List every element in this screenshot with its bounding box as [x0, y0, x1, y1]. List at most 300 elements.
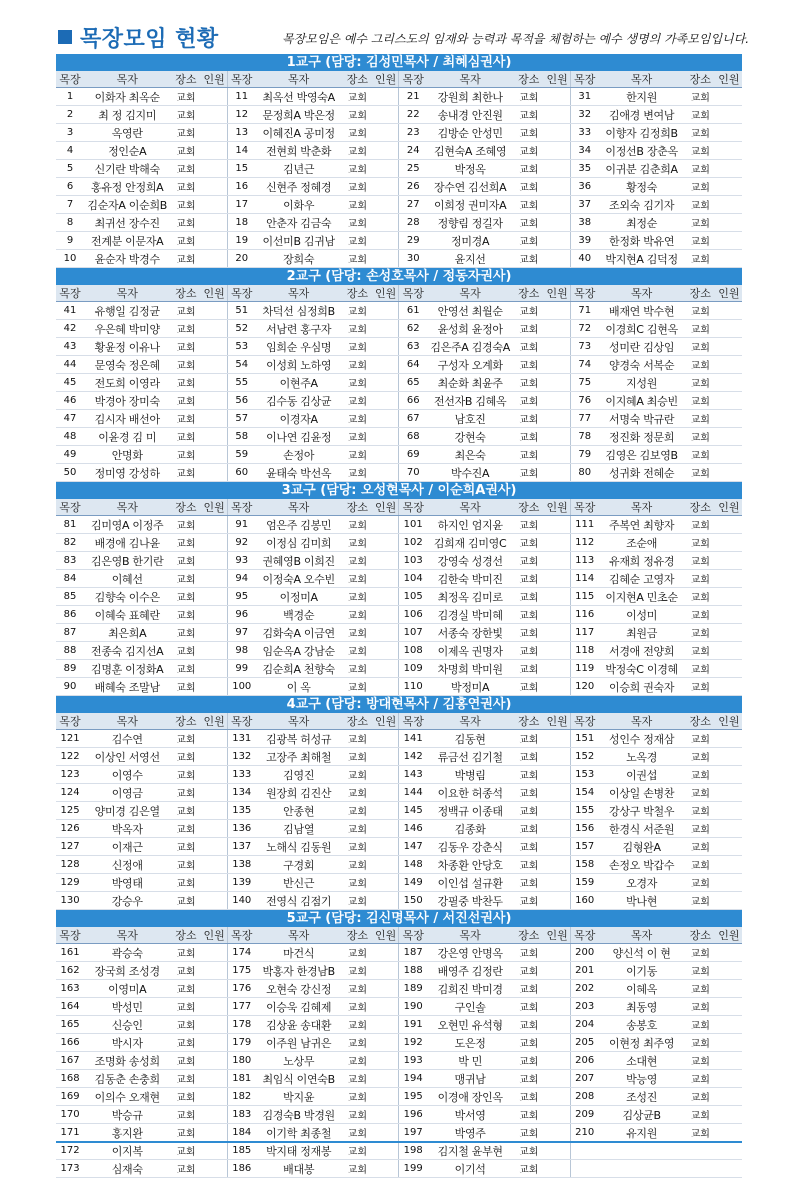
mokjang-number: 188: [399, 962, 427, 980]
member-count: [716, 802, 742, 820]
meeting-place: 교회: [685, 392, 716, 410]
mokjang-number: 165: [56, 1016, 84, 1034]
member-count: [716, 320, 742, 338]
mokjang-number: 152: [570, 748, 598, 766]
member-count: [544, 1106, 570, 1124]
mokjang-number: 185: [227, 1142, 255, 1160]
member-count: [373, 730, 399, 748]
member-count: [201, 980, 227, 998]
mokja-name: 오현민 유석형: [427, 1016, 513, 1034]
mokjang-number: 168: [56, 1070, 84, 1088]
mokjang-number: 50: [56, 464, 84, 482]
member-count: [544, 892, 570, 910]
mokja-name: 구경회: [256, 856, 342, 874]
mokjang-number: 77: [570, 410, 598, 428]
mokjang-number: 125: [56, 802, 84, 820]
mokjang-number: 142: [399, 748, 427, 766]
meeting-place: 교회: [170, 838, 201, 856]
meeting-place: 교회: [170, 1160, 201, 1178]
header-cell-place: 장소: [342, 927, 373, 944]
header-cell-name: 목자: [84, 71, 170, 88]
mokjang-number: 55: [227, 374, 255, 392]
mokjang-number: 17: [227, 196, 255, 214]
meeting-place: 교회: [513, 552, 544, 570]
member-count: [201, 428, 227, 446]
mokja-name: 이요한 허종석: [427, 784, 513, 802]
member-count: [716, 838, 742, 856]
mokja-name: 한경식 서준원: [598, 820, 684, 838]
mokja-name: 이인섭 설규환: [427, 874, 513, 892]
mokja-name: 김향숙 이수은: [84, 588, 170, 606]
district-table: [56, 499, 742, 696]
mokjang-number: 71: [570, 302, 598, 320]
mokjang-number: 207: [570, 1070, 598, 1088]
mokja-name: 유행일 김정균: [84, 302, 170, 320]
meeting-place: 교회: [342, 1142, 373, 1160]
mokjang-number: 98: [227, 642, 255, 660]
mokjang-number: 40: [570, 250, 598, 268]
header-cell-count: 인원: [716, 285, 742, 302]
meeting-place: 교회: [342, 88, 373, 106]
mokjang-number: 46: [56, 392, 84, 410]
member-count: [373, 232, 399, 250]
table-row: [56, 660, 742, 678]
meeting-place: 교회: [513, 980, 544, 998]
member-count: [373, 446, 399, 464]
member-count: [716, 766, 742, 784]
meeting-place: 교회: [170, 356, 201, 374]
member-count: [201, 624, 227, 642]
member-count: [373, 1034, 399, 1052]
member-count: [373, 88, 399, 106]
mokjang-number: 159: [570, 874, 598, 892]
member-count: [716, 642, 742, 660]
meeting-place: 교회: [513, 446, 544, 464]
member-count: [201, 892, 227, 910]
mokja-name: 김미영A 이정주: [84, 516, 170, 534]
member-count: [373, 392, 399, 410]
mokjang-number: 7: [56, 196, 84, 214]
mokja-name: 김상윤 송대환: [256, 1016, 342, 1034]
meeting-place: 교회: [170, 874, 201, 892]
mokjang-number: 140: [227, 892, 255, 910]
mokja-name: 이영수: [84, 766, 170, 784]
header-cell-num: 목장: [570, 285, 598, 302]
mokjang-number: 2: [56, 106, 84, 124]
meeting-place: 교회: [342, 998, 373, 1016]
header-cell-place: 장소: [170, 285, 201, 302]
meeting-place: 교회: [685, 588, 716, 606]
header-cell-count: 인원: [544, 927, 570, 944]
mokja-name: 이지복: [84, 1142, 170, 1160]
header-cell-place: 장소: [513, 499, 544, 516]
mokja-name: 이혜옥: [598, 980, 684, 998]
meeting-place: 교회: [685, 534, 716, 552]
meeting-place: 교회: [170, 428, 201, 446]
table-row: [56, 962, 742, 980]
member-count: [373, 748, 399, 766]
mokjang-number: 190: [399, 998, 427, 1016]
meeting-place: [685, 1160, 716, 1178]
member-count: [201, 962, 227, 980]
meeting-place: 교회: [170, 178, 201, 196]
mokja-name: 최정순: [598, 214, 684, 232]
mokja-name: 이승희 권숙자: [598, 678, 684, 696]
mokjang-number: 210: [570, 1124, 598, 1142]
table-row: [56, 730, 742, 748]
mokjang-number: 177: [227, 998, 255, 1016]
meeting-place: 교회: [170, 962, 201, 980]
header-cell-count: 인원: [716, 71, 742, 88]
meeting-place: 교회: [685, 838, 716, 856]
mokjang-number: 81: [56, 516, 84, 534]
mokja-name: 배경애 김나윤: [84, 534, 170, 552]
meeting-place: 교회: [342, 464, 373, 482]
member-count: [373, 552, 399, 570]
member-count: [716, 464, 742, 482]
mokjang-number: 30: [399, 250, 427, 268]
meeting-place: 교회: [170, 534, 201, 552]
member-count: [544, 338, 570, 356]
header-cell-place: 장소: [685, 927, 716, 944]
member-count: [373, 998, 399, 1016]
table-row: [56, 606, 742, 624]
meeting-place: 교회: [513, 624, 544, 642]
table-header-row: [56, 285, 742, 302]
table-row: [56, 446, 742, 464]
mokja-name: 김지철 윤부현: [427, 1142, 513, 1160]
member-count: [544, 196, 570, 214]
member-count: [201, 998, 227, 1016]
mokjang-number: 170: [56, 1106, 84, 1124]
mokjang-number: 196: [399, 1106, 427, 1124]
mokja-name: 김현숙A 조혜영: [427, 142, 513, 160]
mokjang-number: 172: [56, 1142, 84, 1160]
meeting-place: 교회: [513, 606, 544, 624]
meeting-place: 교회: [342, 838, 373, 856]
member-count: [544, 1088, 570, 1106]
mokjang-number: 176: [227, 980, 255, 998]
meeting-place: 교회: [513, 88, 544, 106]
meeting-place: 교회: [513, 570, 544, 588]
table-header-row: [56, 713, 742, 730]
header-cell-place: 장소: [170, 927, 201, 944]
meeting-place: 교회: [685, 570, 716, 588]
mokja-name: 김은영B 한기란: [84, 552, 170, 570]
mokja-name: 김상균B: [598, 1106, 684, 1124]
member-count: [373, 570, 399, 588]
mokjang-number: 208: [570, 1088, 598, 1106]
mokja-name: 배대봉: [256, 1160, 342, 1178]
meeting-place: 교회: [342, 856, 373, 874]
header-cell-count: 인원: [544, 71, 570, 88]
header-cell-name: 목자: [427, 285, 513, 302]
member-count: [716, 302, 742, 320]
header-cell-place: 장소: [342, 285, 373, 302]
member-count: [544, 428, 570, 446]
mokjang-number: 202: [570, 980, 598, 998]
mokjang-number: 130: [56, 892, 84, 910]
member-count: [201, 338, 227, 356]
mokja-name: 전현희 박춘화: [256, 142, 342, 160]
mokjang-number: 1: [56, 88, 84, 106]
mokja-name: 이기학 최종철: [256, 1124, 342, 1142]
meeting-place: 교회: [170, 660, 201, 678]
member-count: [373, 160, 399, 178]
member-count: [373, 784, 399, 802]
member-count: [716, 892, 742, 910]
member-count: [201, 124, 227, 142]
mokja-name: 이나연 김윤정: [256, 428, 342, 446]
mokjang-number: 86: [56, 606, 84, 624]
mokja-name: 이혜선: [84, 570, 170, 588]
mokja-name: 권혜영B 이희진: [256, 552, 342, 570]
member-count: [201, 516, 227, 534]
meeting-place: 교회: [513, 142, 544, 160]
table-row: [56, 784, 742, 802]
mokjang-number: 3: [56, 124, 84, 142]
member-count: [716, 856, 742, 874]
mokja-name: 강상구 박철우: [598, 802, 684, 820]
member-count: [544, 178, 570, 196]
header-cell-num: 목장: [570, 927, 598, 944]
mokjang-number: 108: [399, 642, 427, 660]
meeting-place: 교회: [342, 196, 373, 214]
mokja-name: 김순희A 천향숙: [256, 660, 342, 678]
meeting-place: 교회: [342, 678, 373, 696]
mokjang-number: 29: [399, 232, 427, 250]
member-count: [716, 962, 742, 980]
mokjang-number: 143: [399, 766, 427, 784]
meeting-place: 교회: [342, 250, 373, 268]
mokja-name: 황정숙: [598, 178, 684, 196]
mokjang-number: 10: [56, 250, 84, 268]
member-count: [201, 410, 227, 428]
mokja-name: 박시자: [84, 1034, 170, 1052]
mokjang-number: 183: [227, 1106, 255, 1124]
meeting-place: 교회: [685, 516, 716, 534]
meeting-place: 교회: [170, 320, 201, 338]
header: [0, 0, 800, 52]
meeting-place: 교회: [170, 214, 201, 232]
mokjang-number: 123: [56, 766, 84, 784]
member-count: [201, 856, 227, 874]
header-cell-count: 인원: [544, 499, 570, 516]
meeting-place: 교회: [513, 588, 544, 606]
header-cell-place: 장소: [342, 499, 373, 516]
member-count: [716, 1106, 742, 1124]
member-count: [201, 392, 227, 410]
meeting-place: 교회: [170, 142, 201, 160]
mokjang-number: 156: [570, 820, 598, 838]
mokja-name: 신승인: [84, 1016, 170, 1034]
mokjang-number: 116: [570, 606, 598, 624]
mokja-name: 이정선B 장춘옥: [598, 142, 684, 160]
district-table: [56, 713, 742, 910]
mokjang-number: 96: [227, 606, 255, 624]
member-count: [544, 1124, 570, 1142]
member-count: [201, 178, 227, 196]
mokja-name: 이승욱 김혜제: [256, 998, 342, 1016]
header-cell-name: 목자: [84, 499, 170, 516]
meeting-place: 교회: [685, 820, 716, 838]
mokja-name: 이영금: [84, 784, 170, 802]
mokja-name: 곽승숙: [84, 944, 170, 962]
member-count: [716, 178, 742, 196]
member-count: [201, 552, 227, 570]
meeting-place: 교회: [170, 88, 201, 106]
header-cell-place: 장소: [170, 713, 201, 730]
mokjang-number: 76: [570, 392, 598, 410]
mokja-name: 양신석 이 현: [598, 944, 684, 962]
member-count: [201, 356, 227, 374]
table-row: [56, 464, 742, 482]
mokja-name: 이제옥 권명자: [427, 642, 513, 660]
meeting-place: 교회: [170, 766, 201, 784]
district-title: 1교구 (담당: 김성민목사 / 최혜심권사): [56, 54, 742, 71]
mokja-name: 서경애 전양희: [598, 642, 684, 660]
mokja-name: 서명숙 박규란: [598, 410, 684, 428]
mokjang-number: 141: [399, 730, 427, 748]
table-row: [56, 1142, 742, 1160]
meeting-place: 교회: [170, 748, 201, 766]
mokjang-number: 199: [399, 1160, 427, 1178]
mokja-name: 박영태: [84, 874, 170, 892]
mokjang-number: 149: [399, 874, 427, 892]
table-row: [56, 1160, 742, 1178]
header-cell-name: 목자: [598, 927, 684, 944]
mokja-name: 박영주: [427, 1124, 513, 1142]
member-count: [201, 214, 227, 232]
mokja-name: 맹귀남: [427, 1070, 513, 1088]
table-row: [56, 1052, 742, 1070]
meeting-place: 교회: [342, 1088, 373, 1106]
mokjang-number: 89: [56, 660, 84, 678]
mokjang-number: 65: [399, 374, 427, 392]
table-header-row: [56, 499, 742, 516]
table-row: [56, 748, 742, 766]
meeting-place: 교회: [342, 320, 373, 338]
mokja-name: 강영숙 성경선: [427, 552, 513, 570]
mokjang-number: 16: [227, 178, 255, 196]
mokja-name: 백경순: [256, 606, 342, 624]
mokja-name: 김희진 박미경: [427, 980, 513, 998]
mokjang-number: 21: [399, 88, 427, 106]
meeting-place: 교회: [513, 802, 544, 820]
meeting-place: 교회: [170, 820, 201, 838]
mokjang-number: 167: [56, 1052, 84, 1070]
mokja-name: 김한숙 박미진: [427, 570, 513, 588]
mokjang-number: 88: [56, 642, 84, 660]
mokjang-number: 42: [56, 320, 84, 338]
mokja-name: 차종환 안당호: [427, 856, 513, 874]
member-count: [716, 1124, 742, 1142]
meeting-place: 교회: [170, 302, 201, 320]
member-count: [544, 356, 570, 374]
meeting-place: 교회: [513, 232, 544, 250]
header-cell-num: 목장: [227, 285, 255, 302]
member-count: [373, 624, 399, 642]
member-count: [544, 552, 570, 570]
table-row: [56, 874, 742, 892]
header-cell-place: 장소: [170, 499, 201, 516]
meeting-place: 교회: [685, 250, 716, 268]
mokjang-number: 150: [399, 892, 427, 910]
member-count: [201, 1088, 227, 1106]
member-count: [373, 1142, 399, 1160]
meeting-place: 교회: [685, 410, 716, 428]
mokja-name: 송내경 안진원: [427, 106, 513, 124]
mokja-name: 소대현: [598, 1052, 684, 1070]
mokjang-number: 69: [399, 446, 427, 464]
header-cell-count: 인원: [716, 499, 742, 516]
mokja-name: 김화숙A 이금연: [256, 624, 342, 642]
mokja-name: 조순애: [598, 534, 684, 552]
mokjang-number: 59: [227, 446, 255, 464]
table-row: [56, 142, 742, 160]
member-count: [201, 302, 227, 320]
meeting-place: 교회: [170, 624, 201, 642]
district-table: [56, 71, 742, 268]
member-count: [201, 802, 227, 820]
meeting-place: 교회: [342, 944, 373, 962]
mokja-name: 이경희C 김현옥: [598, 320, 684, 338]
mokja-name: 조성진: [598, 1088, 684, 1106]
meeting-place: 교회: [513, 820, 544, 838]
mokja-name: 이희정 권미자A: [427, 196, 513, 214]
header-cell-num: 목장: [399, 285, 427, 302]
mokjang-number: 158: [570, 856, 598, 874]
mokjang-number: 37: [570, 196, 598, 214]
mokjang-number: 144: [399, 784, 427, 802]
member-count: [373, 178, 399, 196]
meeting-place: 교회: [685, 142, 716, 160]
member-count: [544, 124, 570, 142]
header-cell-num: 목장: [570, 71, 598, 88]
meeting-place: 교회: [685, 196, 716, 214]
table-row: [56, 1088, 742, 1106]
meeting-place: 교회: [513, 374, 544, 392]
member-count: [373, 1016, 399, 1034]
mokja-name: 반신근: [256, 874, 342, 892]
mokjang-number: 72: [570, 320, 598, 338]
table-row: [56, 944, 742, 962]
mokjang-number: 157: [570, 838, 598, 856]
mokjang-number: 153: [570, 766, 598, 784]
member-count: [373, 874, 399, 892]
mokjang-number: 52: [227, 320, 255, 338]
member-count: [201, 1034, 227, 1052]
mokja-name: 김혜순 고영자: [598, 570, 684, 588]
member-count: [544, 392, 570, 410]
header-cell-num: 목장: [56, 285, 84, 302]
mokja-name: 김명훈 이정화A: [84, 660, 170, 678]
mokja-name: 성인수 정재삼: [598, 730, 684, 748]
meeting-place: 교회: [685, 374, 716, 392]
mokjang-number: 54: [227, 356, 255, 374]
member-count: [373, 356, 399, 374]
mokjang-number: 193: [399, 1052, 427, 1070]
mokjang-number: 51: [227, 302, 255, 320]
mokjang-number: 53: [227, 338, 255, 356]
header-cell-num: 목장: [56, 713, 84, 730]
mokja-name: 홍유정 안정희A: [84, 178, 170, 196]
mokjang-number: 147: [399, 838, 427, 856]
mokjang-number: 100: [227, 678, 255, 696]
member-count: [716, 784, 742, 802]
meeting-place: 교회: [342, 552, 373, 570]
mokja-name: 김동우 강춘식: [427, 838, 513, 856]
